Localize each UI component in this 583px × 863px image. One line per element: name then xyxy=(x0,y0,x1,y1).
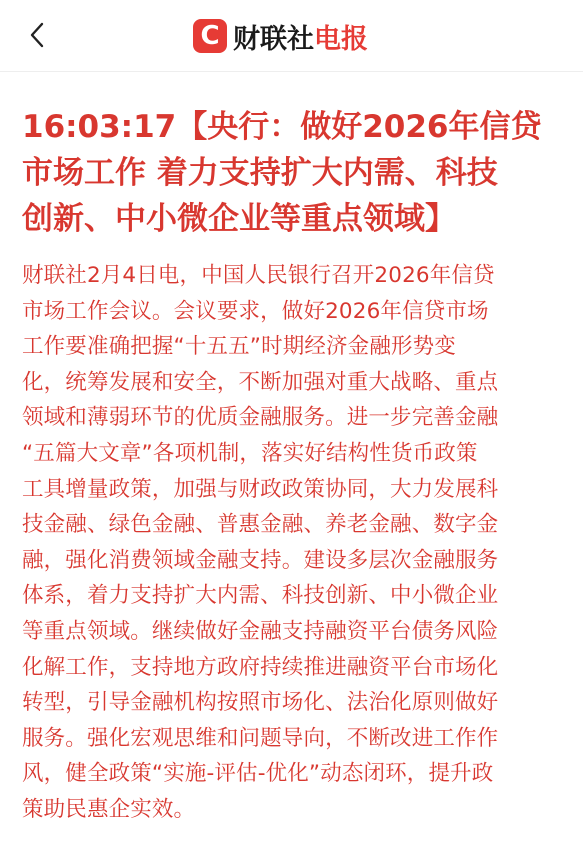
article-content xyxy=(22,104,562,828)
body-line: “五篇大文章”各项机制，落实好结构性货币政策 xyxy=(22,440,478,466)
body-line: 风，健全政策“实施-评估-优化”动态闭环，提升政 xyxy=(22,761,494,787)
article-headline xyxy=(22,104,562,242)
cls-logo-icon xyxy=(193,19,227,53)
article-body xyxy=(22,258,562,828)
chevron-left-icon xyxy=(29,22,45,48)
body-line: 转型，引导金融机构按照市场化、法治化原则做好 xyxy=(22,690,499,716)
brand-accent: 电报 xyxy=(314,23,368,55)
top-nav-bar xyxy=(0,0,583,72)
brand-name: 财联社 xyxy=(233,23,314,55)
body-line: 工具增量政策，加强与财政政策协同，大力发展科 xyxy=(22,476,499,502)
body-line: 体系，着力支持扩大内需、科技创新、中小微企业 xyxy=(22,583,499,609)
body-line: 技金融、绿色金融、普惠金融、养老金融、数字金 xyxy=(22,512,499,538)
body-line: 工作要准确把握“十五五”时期经济金融形势变 xyxy=(22,334,456,360)
headline-line: 市场工作 着力支持扩大内需、科技 xyxy=(22,155,498,191)
body-line: 化，统筹发展和安全，不断加强对重大战略、重点 xyxy=(22,369,499,395)
body-line: 财联社2月4日电，中国人民银行召开2026年信贷 xyxy=(22,263,495,288)
body-line: 市场工作会议。会议要求，做好2026年信贷市场 xyxy=(22,298,489,324)
body-line: 化解工作，支持地方政府持续推进融资平台市场化 xyxy=(22,654,499,680)
headline-line: 创新、中小微企业等重点领域】 xyxy=(22,201,456,237)
headline-line: 16:03:17【央行：做好2026年信贷 xyxy=(22,109,542,145)
body-line: 等重点领域。继续做好金融支持融资平台债务风险 xyxy=(22,618,499,644)
body-line: 策助民惠企实效。 xyxy=(22,796,196,822)
body-line: 领域和薄弱环节的优质金融服务。进一步完善金融 xyxy=(22,405,499,431)
brand-logo xyxy=(193,17,368,55)
back-button[interactable] xyxy=(22,18,52,52)
body-line: 服务。强化宏观思维和问题导向，不断改进工作作 xyxy=(22,725,499,751)
brand-logo-letter: C xyxy=(200,21,220,51)
body-line: 融，强化消费领域金融支持。建设多层次金融服务 xyxy=(22,547,499,573)
